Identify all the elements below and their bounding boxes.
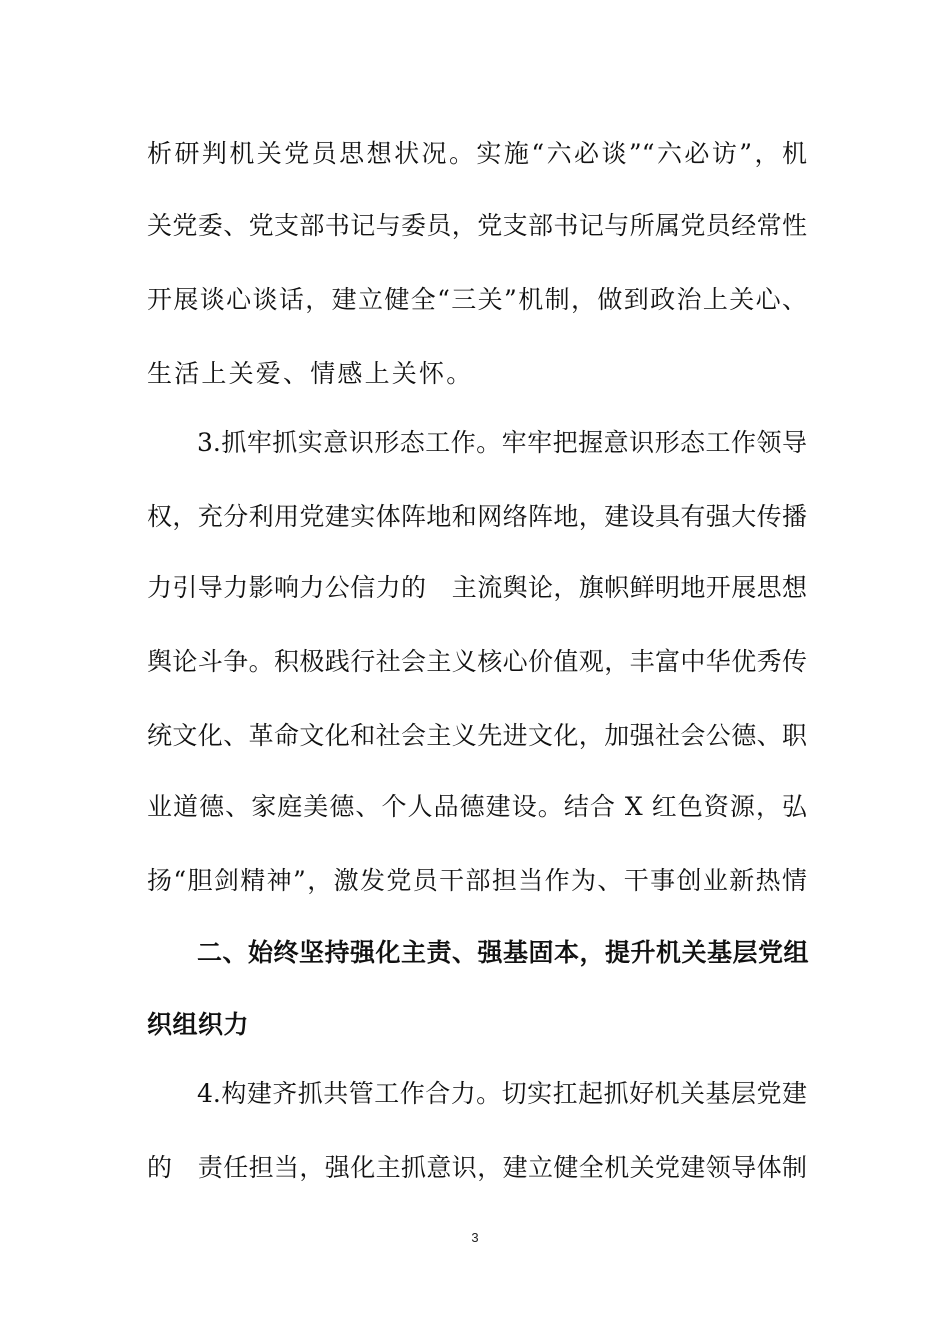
section-3-heading-line: 3.抓牢抓实意识形态工作。牢牢把握意识形态工作领导	[197, 428, 807, 457]
text-line: 舆论斗争。积极践行社会主义核心价值观，丰富中华优秀传	[147, 647, 807, 676]
text-line: 扬“胆剑精神”，激发党员干部担当作为、干事创业新热情	[147, 866, 807, 895]
text-line: 析研判机关党员思想状况。实施“六必谈”“六必访”，机	[147, 139, 807, 168]
text-line: 权，充分利用党建实体阵地和网络阵地，建设具有强大传播	[147, 502, 807, 531]
text-line: 统文化、革命文化和社会主义先进文化，加强社会公德、职	[147, 721, 807, 750]
text-line: 关党委、党支部书记与委员，党支部书记与所属党员经常性	[147, 211, 807, 240]
section-heading-continued: 织组织力	[147, 1010, 250, 1039]
text-line: 开展谈心谈话，建立健全“三关”机制，做到政治上关心、	[147, 285, 807, 314]
text-line: 业道德、家庭美德、个人品德建设。结合 X 红色资源，弘	[147, 792, 807, 821]
page-number: 3	[471, 1230, 479, 1245]
text-line: 生活上关爱、情感上关怀。	[147, 359, 474, 388]
section-heading: 二、始终坚持强化主责、强基固本，提升机关基层党组	[197, 938, 810, 967]
text-line: 的 责任担当，强化主抓意识，建立健全机关党建领导体制	[147, 1153, 807, 1182]
text-line: 力引导力影响力公信力的 主流舆论，旗帜鲜明地开展思想	[147, 573, 807, 602]
section-4-heading-line: 4.构建齐抓共管工作合力。切实扛起抓好机关基层党建	[197, 1079, 807, 1108]
